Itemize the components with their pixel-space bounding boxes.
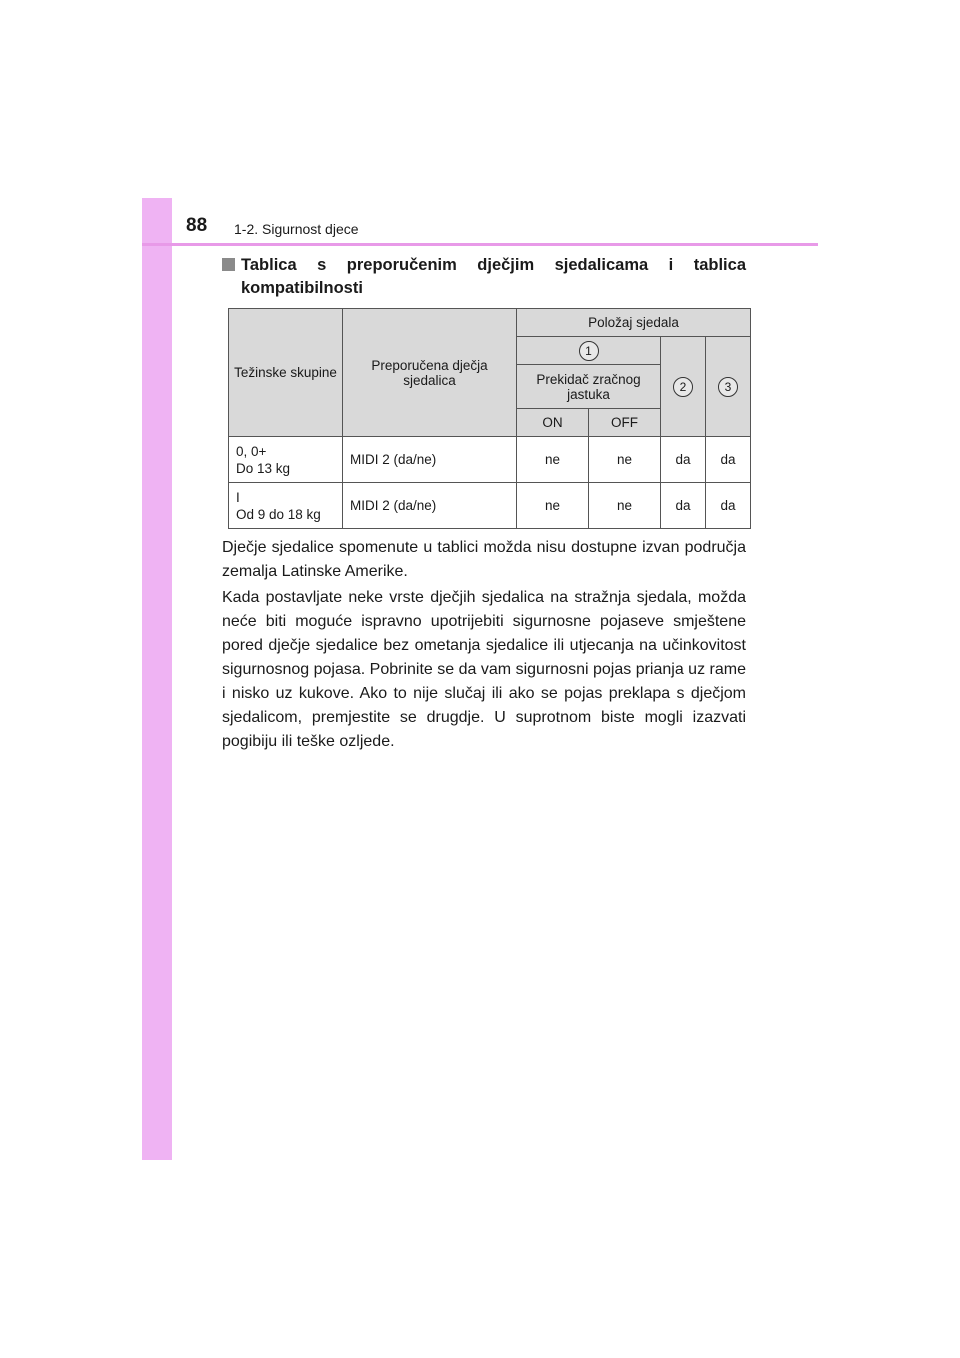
- section-heading: [222, 254, 746, 300]
- square-bullet-icon: [222, 258, 235, 271]
- position-1-badge: 1: [579, 341, 599, 361]
- header-airbag-switch: Prekidač zračnog jastuka: [517, 365, 661, 409]
- header-on: ON: [517, 409, 589, 437]
- header-position-1: [517, 337, 661, 365]
- seat-cell: MIDI 2 (da/ne): [343, 483, 517, 529]
- table-row: [229, 437, 751, 483]
- availability-note: Dječje sjedalice spomenute u tablici možda nisu dostupne izvan područja zemalja Latinske Amerike.: [222, 539, 746, 580]
- section-title: Tablica s preporučenim dječjim sjedalicama i tablica kompatibilnosti: [241, 256, 746, 297]
- header-recommended-seat: Preporučena dječja sjedalica: [343, 309, 517, 437]
- header-off: OFF: [589, 409, 661, 437]
- on-cell: ne: [517, 483, 589, 529]
- position-3-cell: da: [706, 483, 751, 529]
- weight-group-cell: I Od 9 do 18 kg: [229, 483, 343, 529]
- chapter-title: 1-2. Sigurnost djece: [234, 221, 359, 237]
- table-row: [229, 483, 751, 529]
- compatibility-table: [228, 308, 751, 529]
- position-2-cell: da: [661, 437, 706, 483]
- header-seat-position: Položaj sjedala: [517, 309, 751, 337]
- installation-warning: Kada postavljate neke vrste dječjih sjedalica na stražnja sjedala, možda neće biti moguće ispravno upotrijebiti sigurnosne pojaseve smještene pored dječje sjedalice bez ometanja sjedalice ili utjecanja na učinkovitost sigurnosnog pojasa. Pobrinite se da vam sigurnosni pojas prianja uz rame i nisko uz kukove. Ako to nije slučaj ili ako se pojas preklapa s dječjom sjedalicom, premjestite se drugdje. U suprotnom biste mogli izazvati pogibiju ili teške ozljede.: [222, 589, 746, 750]
- position-3-badge: 3: [718, 377, 738, 397]
- on-cell: ne: [517, 437, 589, 483]
- header-weight-groups: Težinske skupine: [229, 309, 343, 437]
- seat-cell: MIDI 2 (da/ne): [343, 437, 517, 483]
- page-number: 88: [186, 215, 208, 236]
- position-3-cell: da: [706, 437, 751, 483]
- side-tab-bar: [142, 198, 172, 1160]
- header-position-3: [706, 337, 751, 437]
- position-2-cell: da: [661, 483, 706, 529]
- weight-group-cell: 0, 0+ Do 13 kg: [229, 437, 343, 483]
- off-cell: ne: [589, 483, 661, 529]
- off-cell: ne: [589, 437, 661, 483]
- header-position-2: [661, 337, 706, 437]
- position-2-badge: 2: [673, 377, 693, 397]
- header-rule: [142, 243, 818, 246]
